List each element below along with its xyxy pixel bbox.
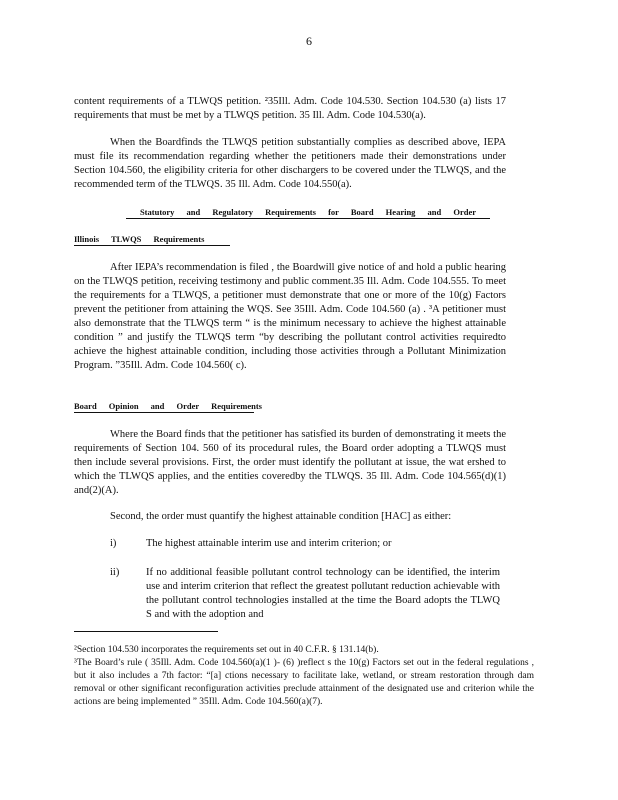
page-number: 6: [306, 34, 312, 48]
heading-board-opinion: Board Opinion and Order Requirements: [74, 401, 262, 411]
heading-illinois-tlwqs: Illinois TLWQS Requirements: [74, 234, 230, 246]
list-text: If no additional feasible pollutant control technology can be identified, the interim use and interim criterion that reflect the greatest pollutant reduction achievable with the pollutant control technologies installed at the time the Board adopts the TLWQ S and with the adoption and: [146, 567, 500, 620]
paragraph-public-hearing: After IEPA’s recommendation is filed , the Boardwill give notice of and hold a public hearing on the TLWQS petition, receiving testimony and public comment.35 Ill. Adm. Code 104.555. To meet the requirements for a TLWQS, a petitioner must demonstrate that one or more of the 10(g) Factors prevent the petitioner from attaining the WQS. See 35Ill. Adm. Code 104.560 (a) . ³A petitioner must also demonstrate that the TLWQS term “ is the minimum necessary to achieve the highest attainable condition ” and justify the TLWQS term “by describing the pollutant control activities requiredto achieve the highest attainable condition, including those activities through a Pollutant Minimization Program. ”35Ill. Adm. Code 104.560( c).: [74, 262, 506, 371]
footnote-divider: [74, 631, 218, 632]
footnotes: [74, 644, 534, 709]
list-text: The highest attainable interim use and interim criterion; or: [146, 538, 392, 549]
list-marker: ii): [110, 567, 120, 578]
heading-statutory-requirements: Statutory and Regulatory Requirements for Board Hearing and Order: [126, 207, 490, 219]
list-marker: i): [110, 538, 117, 549]
list-item: [110, 566, 506, 622]
footnote-2: ²Section 104.530 incorporates the requirements set out in 40 C.F.R. § 131.14(b).: [74, 645, 379, 655]
paragraph-board-order: Where the Board finds that the petitioner has satisfied its burden of demonstrating it meets the requirements of Section 104. 560 of its procedural rules, the Board order adopting a TLWQS must then include several provisions. First, the order must identify the pollutant at issue, the wat ershed to which the TLWQS applies, and the entities coveredby the TLWQS. 35 Ill. Adm. Code 104.565(d)(1) and(2)(A).: [74, 429, 506, 496]
paragraph-hac-quantify: Second, the order must quantify the highest attainable condition [HAC] as either:: [110, 511, 452, 522]
paragraph-iepa-recommendation: When the Boardfinds the TLWQS petition substantially complies as described above, IEPA must file its recommendation regarding whether the petitioners made their demonstrations under Section 104.560, the eligibility criteria for other dischargers to be covered under the TLWQS, and the recommended term of the TLWQS. 35 Ill. Adm. Code 104.550(a).: [74, 137, 506, 190]
footnote-3: ³The Board’s rule ( 35Ill. Adm. Code 104.560(a)(1 )- (6) )reflect s the 10(g) Factors set out in the federal regulations , but it also includes a 7th factor: “[a] ctions necessary to facilitate lake, wetland, or stream restoration through dam removal or other significant reconfiguration activities preclude attainment of the designated use and criterion while the actions are being implemented ” 35Ill. Adm. Code 104.560(a)(7).: [74, 658, 534, 707]
list-item: [110, 537, 506, 551]
paragraph-content-requirements: content requirements of a TLWQS petition. ²35Ill. Adm. Code 104.530. Section 104.530 (a) lists 17 requirements that must be met by a TLWQS petition. 35 Ill. Adm. Code 104.530(a).: [74, 96, 506, 121]
